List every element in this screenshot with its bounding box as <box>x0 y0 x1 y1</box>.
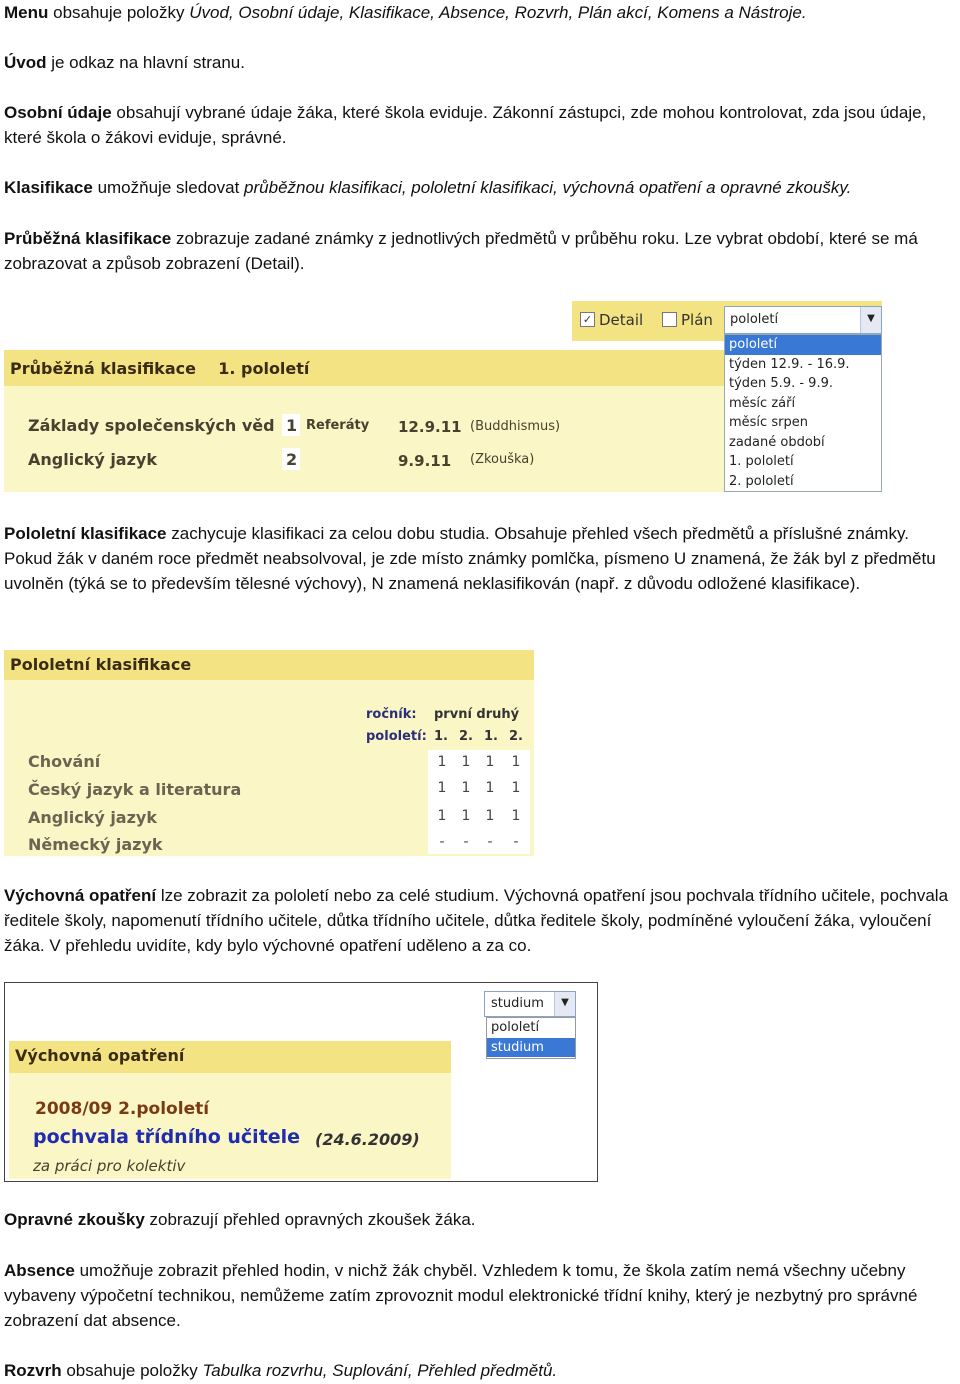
detail-label: Detail <box>599 311 644 329</box>
grade-cell: 1 <box>461 780 471 796</box>
grade-cell: 1 <box>485 780 495 796</box>
rozvrh-text: obsahuje položky <box>61 1361 203 1380</box>
grade-cell: 1 <box>437 754 447 770</box>
prubezna-text: zobrazuje zadané známky z jednotlivých předmětů v průběhu roku. Lze vybrat období, které se má zobrazovat a způsob zobrazení (Detail). <box>4 229 918 273</box>
osobni-udaje-text: obsahují vybrané údaje žáka, které škola eviduje. Zákonní zástupci, zde mohou kontrolovat, zda jsou údaje, které škola o žákovi eviduje, správné. <box>4 103 927 147</box>
pololeti-value: 2. <box>509 729 523 744</box>
period-option[interactable]: týden 5.9. - 9.9. <box>729 376 833 391</box>
grade-note: (Zkouška) <box>470 452 535 467</box>
menu-items-list: Úvod, Osobní údaje, Klasifikace, Absence, Rozvrh, Plán akcí, Komens a Nástroje. <box>189 3 807 22</box>
grade-value: 1 <box>286 416 298 435</box>
scope-dropdown-list[interactable] <box>486 1017 576 1059</box>
term-osobni-udaje: Osobní údaje <box>4 103 112 122</box>
vychovna-text: lze zobrazit za pololetí nebo za celé studium. Výchovná opatření jsou pochvala třídního učitele, pochvala ředitele školy, napomenutí třídního učitele, důtka třídního učitele, důtka ředitele školy, podmíněné vyloučení žáka, vyloučení žáka. V přehledu uvidíte, kdy bylo výchovné opatření uděleno a za co. <box>4 886 949 955</box>
panel-header-title: Průběžná klasifikace 1. pololetí <box>10 359 310 378</box>
term-opravne: Opravné zkoušky <box>4 1210 145 1229</box>
grade-cell: 1 <box>437 808 447 824</box>
period-option[interactable]: 1. pololetí <box>729 454 794 469</box>
detail-checkbox[interactable]: ✓ <box>580 312 595 327</box>
period-option[interactable]: zadané období <box>729 434 825 450</box>
scope-select[interactable] <box>484 991 576 1017</box>
absence-paragraph <box>4 1258 959 1333</box>
pololetni-text: zachycuje klasifikaci za celou dobu studia. Obsahuje přehled všech předmětů a příslušné známky. Pokud žák v daném roce předmět neabsolvoval, je zde místo známky pomlčka, písmeno U znamená, že žák byl z předmětu uvolněn (týká se to především tělesné výchovy), N znamená neklasifikován (např. z důvodu odložené klasifikace). <box>4 524 936 593</box>
award-link[interactable]: pochvala třídního učitele <box>33 1126 301 1148</box>
subject-name: Anglický jazyk <box>28 450 157 469</box>
osobni-udaje-paragraph <box>4 100 959 150</box>
plan-checkbox-wrap[interactable] <box>662 311 713 329</box>
award-date: (24.6.2009) <box>315 1130 420 1149</box>
term-uvod: Úvod <box>4 53 47 72</box>
period-option[interactable]: měsíc září <box>729 395 796 411</box>
grade-cell: 1 <box>485 808 495 824</box>
chevron-down-icon[interactable]: ▼ <box>554 992 575 1016</box>
grade-cell: - <box>487 834 493 850</box>
grade-cell: - <box>463 834 469 850</box>
plan-checkbox[interactable] <box>662 312 677 327</box>
period-option[interactable]: 2. pololetí <box>729 473 794 489</box>
grade-cell: 1 <box>461 754 471 770</box>
menu-text: obsahuje položky <box>48 3 190 22</box>
period-option[interactable]: týden 12.9. - 16.9. <box>729 356 850 372</box>
pololeti-value: 1. <box>484 729 498 744</box>
term-prubezna: Průběžná klasifikace <box>4 229 172 248</box>
subject-name: Německý jazyk <box>28 835 163 854</box>
uvod-text: je odkaz na hlavní stranu. <box>46 53 245 72</box>
grade-cell: 1 <box>511 780 521 796</box>
term-rozvrh: Rozvrh <box>4 1361 62 1380</box>
klasifikace-items: průběžnou klasifikaci, pololetní klasifikaci, výchovná opatření a opravné zkoušky. <box>244 178 852 197</box>
pololetni-klasifikace-panel <box>4 650 534 856</box>
grade-cell: - <box>513 834 519 850</box>
term-menu: Menu <box>4 3 49 22</box>
grade-date: 9.9.11 <box>398 452 452 470</box>
uvod-paragraph <box>4 50 959 75</box>
plan-label: Plán <box>681 311 713 329</box>
pololeti-value: 1. <box>434 729 448 744</box>
grade-cell: - <box>439 834 445 850</box>
absence-text: umožňuje zobrazit přehled hodin, v nichž žák chyběl. Vzhledem k tomu, že škola zatím nemá všechny učebny vybaveny výpočetní technikou, nemůžeme zatím zprovoznit modul elektronické třídní knihy, který je nezbytný pro správné zobrazení dat absence. <box>4 1261 918 1330</box>
klasifikace-paragraph <box>4 175 959 200</box>
rocnik-values: první druhý <box>434 707 520 722</box>
grade-cell: 1 <box>485 754 495 770</box>
scope-select-value: studium <box>491 996 544 1011</box>
menu-paragraph <box>4 0 959 25</box>
grade-cell: 1 <box>461 808 471 824</box>
grade-date: 12.9.11 <box>398 418 462 436</box>
subject-name: Základy společenských věd <box>28 416 275 435</box>
period-select-value: pololetí <box>730 312 779 327</box>
period-dropdown-list[interactable] <box>724 334 882 492</box>
grade-cell: 1 <box>511 808 521 824</box>
pololeti-label: pololetí: <box>366 729 427 744</box>
rocnik-label: ročník: <box>366 707 417 722</box>
grade-value: 2 <box>286 450 298 469</box>
subject-name: Anglický jazyk <box>28 808 157 827</box>
vychovna-paragraph <box>4 883 959 958</box>
award-reason: za práci pro kolektiv <box>33 1157 186 1175</box>
rozvrh-paragraph <box>4 1358 959 1383</box>
period-select[interactable] <box>724 306 882 334</box>
opravne-text: zobrazují přehled opravných zkoušek žáka. <box>144 1210 476 1229</box>
subject-name: Český jazyk a literatura <box>28 780 242 799</box>
grade-type: Referáty <box>306 418 370 433</box>
term-vychovna: Výchovná opatření <box>4 886 157 905</box>
opravne-paragraph <box>4 1207 959 1232</box>
grade-box[interactable] <box>282 448 300 470</box>
term-absence: Absence <box>4 1261 75 1280</box>
pololeti-value: 2. <box>459 729 473 744</box>
rozvrh-items: Tabulka rozvrhu, Suplování, Přehled předmětů. <box>202 1361 558 1380</box>
detail-checkbox-wrap[interactable] <box>580 311 643 329</box>
subject-name: Chování <box>28 752 101 771</box>
scope-option[interactable]: studium <box>487 1038 575 1058</box>
klasifikace-text: umožňuje sledovat <box>92 178 245 197</box>
grade-cell: 1 <box>437 780 447 796</box>
grade-cell: 1 <box>511 754 521 770</box>
term-pololetni: Pololetní klasifikace <box>4 524 167 543</box>
grade-note: (Buddhismus) <box>470 419 561 434</box>
scope-option[interactable]: pololetí <box>491 1020 540 1035</box>
panel-header-title: Výchovná opatření <box>15 1046 185 1065</box>
grade-box[interactable] <box>282 414 300 436</box>
period-label: 2008/09 2.pololetí <box>35 1099 210 1119</box>
term-klasifikace: Klasifikace <box>4 178 93 197</box>
pololetni-paragraph <box>4 521 959 596</box>
chevron-down-icon[interactable]: ▼ <box>860 307 881 333</box>
period-option[interactable]: měsíc srpen <box>729 415 808 430</box>
period-option[interactable]: pololetí <box>725 335 881 355</box>
panel-header-title: Pololetní klasifikace <box>10 655 192 674</box>
prubezna-paragraph <box>4 226 959 276</box>
